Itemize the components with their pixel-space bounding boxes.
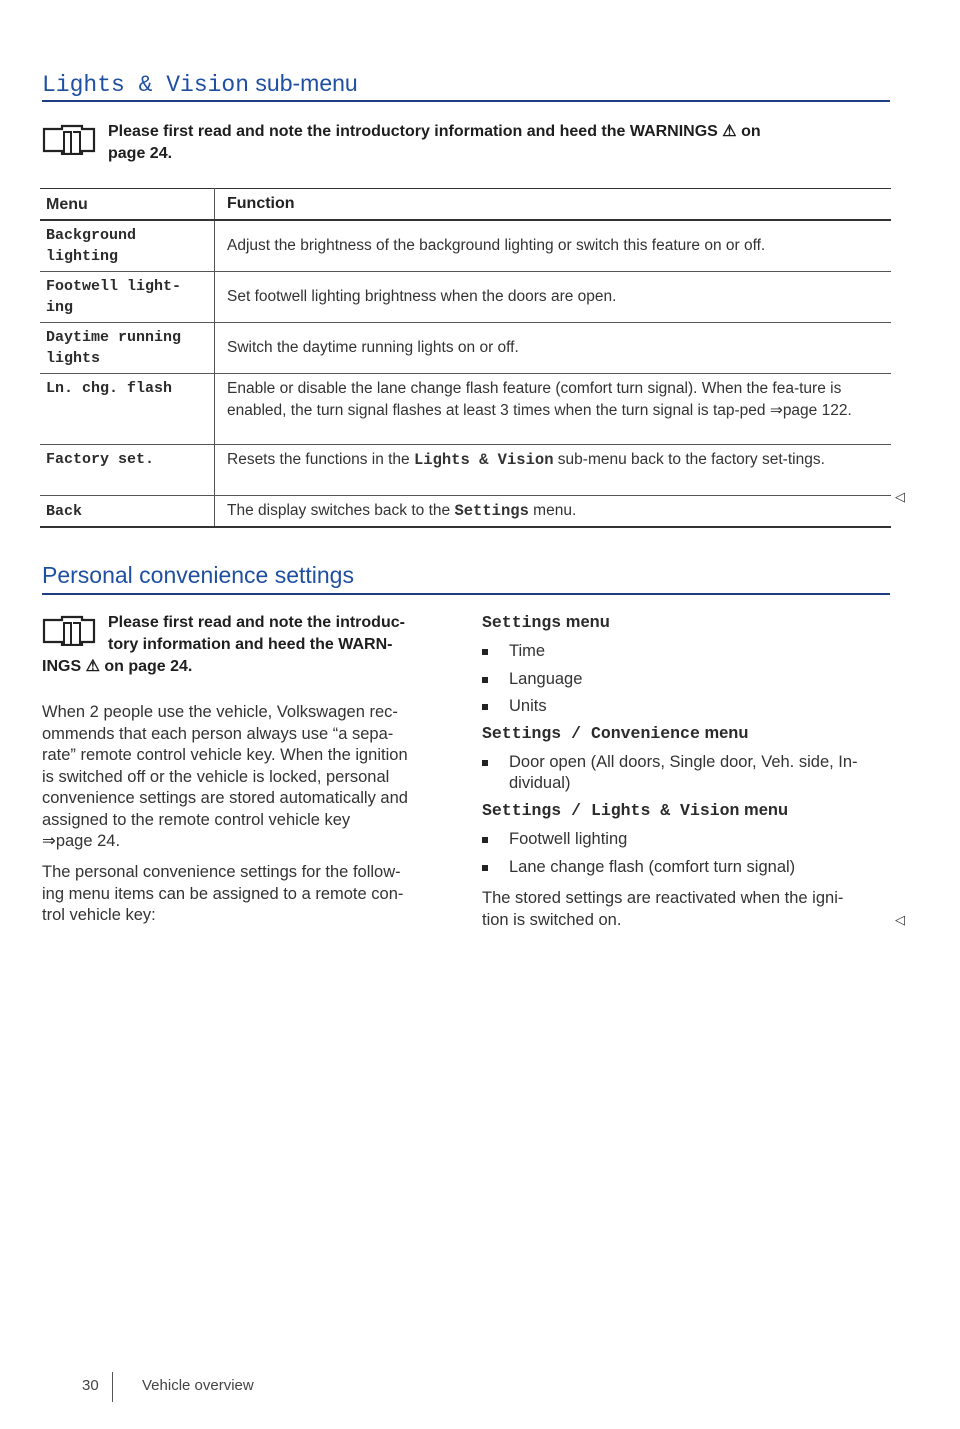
para-line: trol vehicle key:: [42, 906, 156, 924]
lights-vision-table: [40, 188, 891, 528]
para-line: tion is switched on.: [482, 910, 622, 929]
section-title-lights-vision: [42, 70, 358, 98]
warning-icon: ⚠: [722, 123, 737, 140]
para-line: assigned to the remote control vehicle key: [42, 810, 351, 829]
group-title-mono: Convenience: [590, 724, 700, 743]
note-line-a: Please first read and note the introduc-: [108, 614, 405, 631]
function-cell: Switch the daytime running lights on or off.: [215, 323, 892, 374]
group-title-mono: Settings: [482, 801, 562, 820]
bullet-icon: [482, 837, 488, 843]
function-cell: Set footwell lighting brightness when the doors are open.: [215, 272, 892, 323]
list-item-text: Footwell lighting: [509, 830, 628, 848]
list-item-text: Language: [509, 670, 583, 688]
para-line: When 2 people use the vehicle, Volkswagen rec-: [42, 703, 398, 721]
function-mono: Lights & Vision: [413, 451, 554, 469]
group-title-rest: menu: [739, 801, 789, 819]
book-icon: [42, 614, 100, 646]
list-item-line: Door open (All doors, Single door, Veh. side, In-: [509, 753, 858, 771]
list-item-text: Units: [509, 697, 547, 715]
menu-cell: Factory set.: [40, 445, 215, 496]
para-line: The personal convenience settings for the follow-: [42, 863, 401, 881]
function-text-b: menu.: [528, 502, 577, 519]
list-item-text: [509, 752, 858, 794]
function-cell: Enable or disable the lane change flash feature (comfort turn signal). When the fea-ture is enabled, the turn signal flashes at least 3 times when the turn signal is tap-ped ⇒page 122.: [215, 374, 892, 445]
table-row: [40, 272, 891, 323]
group-title-rest: menu: [699, 724, 749, 742]
menu-cell: Background lighting: [40, 220, 215, 272]
list-item-text: Lane change flash (comfort turn signal): [509, 858, 796, 876]
list-item-line: dividual): [509, 774, 571, 792]
function-text: Resets the functions in the: [227, 451, 414, 468]
table-header-row: [40, 189, 891, 221]
para-line: ommends that each person always use “a sepa-: [42, 724, 394, 743]
table-header-function: Function: [215, 189, 892, 221]
group-title-convenience: [482, 724, 748, 743]
bullet-icon: [482, 677, 488, 683]
note-page-ref: on page 24.: [99, 658, 193, 675]
group-title-sep: /: [561, 724, 591, 743]
page-number: 30: [82, 1377, 99, 1394]
table-header-menu: Menu: [40, 189, 215, 221]
paragraph: [42, 702, 452, 853]
table-row: [40, 445, 891, 496]
book-icon: [42, 123, 100, 155]
function-text-b: sub-menu back to the factory set-tings.: [553, 451, 825, 468]
bullet-icon: [482, 865, 488, 871]
bullet-icon: [482, 649, 488, 655]
group-title-lights: [482, 801, 788, 820]
para-line: convenience settings are stored automatically and: [42, 789, 408, 807]
bullet-icon: [482, 704, 488, 710]
end-marker-icon: ◁: [895, 489, 905, 504]
title-mono: Lights & Vision: [42, 72, 250, 98]
end-marker-icon: ◁: [895, 912, 905, 927]
section-rule: [42, 593, 890, 595]
bullet-icon: [482, 760, 488, 766]
group-title-settings: [482, 613, 610, 632]
list-item-text: Time: [509, 642, 546, 660]
note-page-ref: page 24.: [108, 145, 173, 162]
note-text-b: on: [736, 123, 761, 140]
menu-cell: Ln. chg. flash: [40, 374, 215, 445]
list-item: [482, 752, 892, 796]
menu-cell: Footwell light-ing: [40, 272, 215, 323]
group-title-rest: menu: [561, 613, 610, 631]
para-line: The stored settings are reactivated when the igni-: [482, 889, 844, 907]
warning-icon: ⚠: [85, 658, 100, 675]
closing-paragraph: [482, 888, 902, 931]
note-line-c: INGS: [42, 658, 86, 675]
group-title-mono: Settings: [482, 724, 562, 743]
function-cell: Adjust the brightness of the background lighting or switch this feature on or off.: [215, 220, 892, 272]
menu-cell: Daytime running lights: [40, 323, 215, 374]
menu-cell: Back: [40, 496, 215, 528]
function-mono: Settings: [454, 502, 529, 520]
paragraph: [42, 862, 452, 927]
function-cell: [215, 445, 892, 496]
intro-note: [42, 121, 862, 165]
para-line: ing menu items can be assigned to a remote con-: [42, 884, 404, 903]
group-title-mono: Settings: [482, 613, 562, 632]
note-text: Please first read and note the introductory information and heed the WARNINGS: [108, 123, 723, 140]
function-text: The display switches back to the: [227, 502, 455, 519]
section-title-personal-convenience: Personal convenience settings: [42, 562, 354, 588]
note-line-b: tory information and heed the WARN-: [108, 636, 393, 653]
function-cell: [215, 496, 892, 528]
group-title-sep: /: [561, 801, 591, 820]
title-rest: sub-menu: [249, 70, 358, 96]
para-line: is switched off or the vehicle is locked, personal: [42, 767, 390, 786]
section-rule: [42, 100, 890, 102]
table-row: [40, 220, 891, 272]
footer-section: Vehicle overview: [142, 1377, 254, 1394]
table-row: [40, 374, 891, 445]
table-row: [40, 323, 891, 374]
para-line: rate” remote control vehicle key. When the ignition: [42, 746, 408, 764]
group-title-mono: Lights & Vision: [590, 801, 740, 820]
footer-divider: [112, 1372, 113, 1402]
table-row: [40, 496, 891, 528]
para-line: ⇒page 24.: [42, 832, 121, 850]
intro-note-2: [42, 612, 462, 678]
